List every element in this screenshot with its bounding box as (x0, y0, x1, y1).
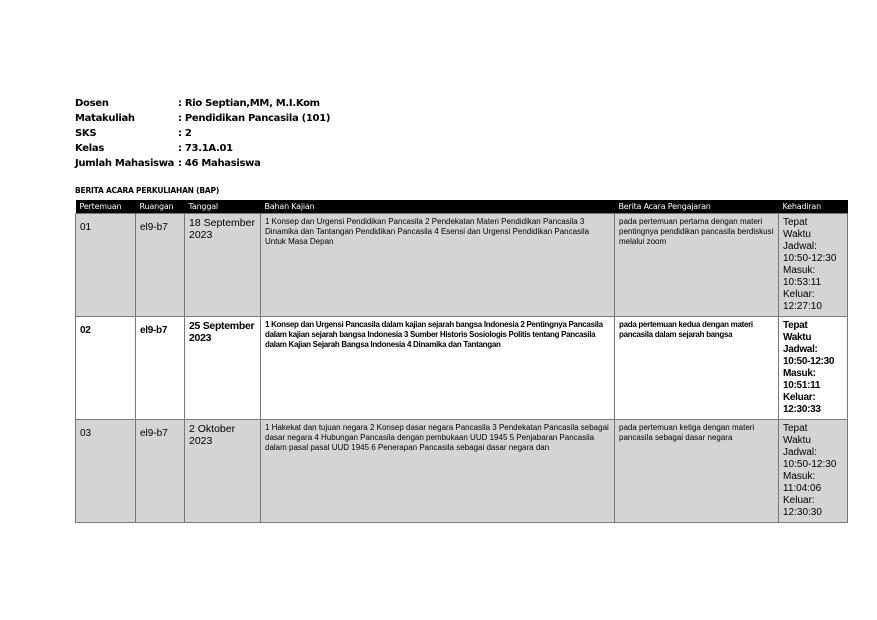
bahan-kajian-text: 1 Hakekat dan tujuan negara 2 Konsep dasar negara Pancasila 3 Pendekatan Pancasila sebagai dasar negara 4 Hubungan Pancasila dengan pembukaan UUD 1945 5 Penjabaran Pancasila dalam pasal pasal UUD 1945 6 Penerapan Pancasila sebagai dasar negara dan (265, 423, 609, 452)
dosen-value: : Rio Septian,MM, M.I.Kom (178, 98, 320, 109)
jumlah-label: Jumlah Mahasiswa (75, 158, 175, 169)
bap-table (75, 200, 848, 523)
cell-kehadiran (779, 420, 848, 523)
cell-tanggal (185, 420, 261, 523)
column-header-berita-acara: Berita Acara Pengajaran (615, 200, 779, 214)
bap-title: BERITA ACARA PERKULIAHAN (BAP) (75, 186, 220, 195)
kehadiran-line: 12:30:30 (783, 507, 822, 518)
kehadiran-line: Waktu (783, 229, 811, 240)
cell-pertemuan (76, 420, 136, 523)
info-row-kelas (75, 141, 330, 156)
kehadiran-line: Keluar: (783, 495, 815, 506)
jumlah-value: : 46 Mahasiswa (178, 158, 261, 169)
kehadiran-line: Keluar: (783, 392, 816, 403)
bahan-kajian-text: 1 Konsep dan Urgensi Pendidikan Pancasila 2 Pendekatan Materi Pendidikan Pancasila 3 Dinamika dan Tantangan Pendidikan Pancasila 4 Esensi dan Urgensi Pendidikan Pancasila Untuk Masa Depan (265, 217, 590, 246)
cell-berita-acara (615, 420, 779, 523)
berita-acara-text: pada pertemuan pertama dengan materi pentingnya pendidikan pancasila berdiskusi melalui zoom (619, 217, 774, 246)
cell-kehadiran (779, 317, 848, 420)
kehadiran-line: Masuk: (783, 265, 816, 276)
kehadiran-line: 11:04:06 (783, 483, 822, 494)
table-row (76, 214, 848, 317)
cell-tanggal (185, 317, 261, 420)
sks-value: : 2 (178, 128, 192, 139)
tanggal-value: 18 September 2023 (189, 217, 255, 241)
pertemuan-value: 01 (80, 222, 92, 233)
info-row-sks (75, 126, 330, 141)
pertemuan-value: 03 (80, 428, 92, 439)
kehadiran-block (783, 423, 843, 519)
kehadiran-line: 10:50-12:30 (783, 459, 837, 470)
kehadiran-line: 10:50-12:30 (783, 356, 835, 367)
column-header-tanggal: Tanggal (185, 200, 261, 214)
kelas-label: Kelas (75, 143, 104, 154)
tanggal-value: 2 Oktober 2023 (189, 423, 236, 447)
kehadiran-line: 10:50-12:30 (783, 253, 837, 264)
cell-kehadiran (779, 214, 848, 317)
kehadiran-line: 10:51:11 (783, 380, 821, 391)
kehadiran-line: Waktu (783, 332, 812, 343)
cell-ruangan (136, 317, 185, 420)
info-row-matakuliah (75, 111, 330, 126)
cell-pertemuan (76, 214, 136, 317)
kehadiran-line: Tepat (783, 423, 808, 434)
kehadiran-line: 10:53:11 (783, 277, 822, 288)
cell-tanggal (185, 214, 261, 317)
cell-ruangan (136, 214, 185, 317)
kehadiran-line: Masuk: (783, 368, 816, 379)
table-row (76, 420, 848, 523)
kehadiran-line: Waktu (783, 435, 811, 446)
cell-bahan-kajian (261, 420, 615, 523)
kehadiran-line: Tepat (783, 217, 808, 228)
kehadiran-line: Jadwal: (783, 344, 818, 355)
berita-acara-text: pada pertemuan kedua dengan materi pancasila dalam sejarah bangsa (619, 320, 753, 339)
cell-ruangan (136, 420, 185, 523)
kehadiran-line: Masuk: (783, 471, 816, 482)
sks-label: SKS (75, 128, 97, 139)
table-header-row (76, 200, 848, 214)
info-row-dosen (75, 96, 330, 111)
kehadiran-line: Tepat (783, 320, 808, 331)
cell-berita-acara (615, 214, 779, 317)
matakuliah-value: : Pendidikan Pancasila (101) (178, 113, 331, 124)
tanggal-value: 25 September 2023 (189, 320, 255, 344)
cell-bahan-kajian (261, 317, 615, 420)
kelas-value: : 73.1A.01 (178, 143, 233, 154)
course-info (75, 96, 330, 171)
pertemuan-value: 02 (80, 325, 91, 336)
ruangan-value: el9-b7 (140, 428, 168, 439)
info-row-jumlah (75, 156, 330, 171)
dosen-label: Dosen (75, 98, 109, 109)
column-header-ruangan: Ruangan (136, 200, 185, 214)
kehadiran-line: Jadwal: (783, 241, 817, 252)
kehadiran-line: Jadwal: (783, 447, 817, 458)
kehadiran-line: 12:27:10 (783, 301, 822, 312)
cell-bahan-kajian (261, 214, 615, 317)
kehadiran-block (783, 320, 843, 416)
cell-pertemuan (76, 317, 136, 420)
kehadiran-line: 12:30:33 (783, 404, 821, 415)
matakuliah-label: Matakuliah (75, 113, 135, 124)
cell-berita-acara (615, 317, 779, 420)
berita-acara-text: pada pertemuan ketiga dengan materi pancasila sebagai dasar negara (619, 423, 755, 442)
ruangan-value: el9-b7 (140, 325, 168, 336)
kehadiran-block (783, 217, 843, 313)
column-header-pertemuan: Pertemuan (76, 200, 136, 214)
bahan-kajian-text: 1 Konsep dan Urgensi Pancasila dalam kajian sejarah bangsa Indonesia 2 Pentingnya Pancasila dalam kajian sejarah bangsa Indonesia 3 Sumber Historis Sosiologis Politis tentang Pancasila dalam Kajian Sejarah Bangsa Indonesia 4 Dinamika dan Tantangan (265, 320, 603, 349)
column-header-kehadiran: Kehadiran (779, 200, 848, 214)
kehadiran-line: Keluar: (783, 289, 815, 300)
ruangan-value: el9-b7 (140, 222, 168, 233)
table-row (76, 317, 848, 420)
column-header-bahan-kajian: Bahan Kajian (261, 200, 615, 214)
